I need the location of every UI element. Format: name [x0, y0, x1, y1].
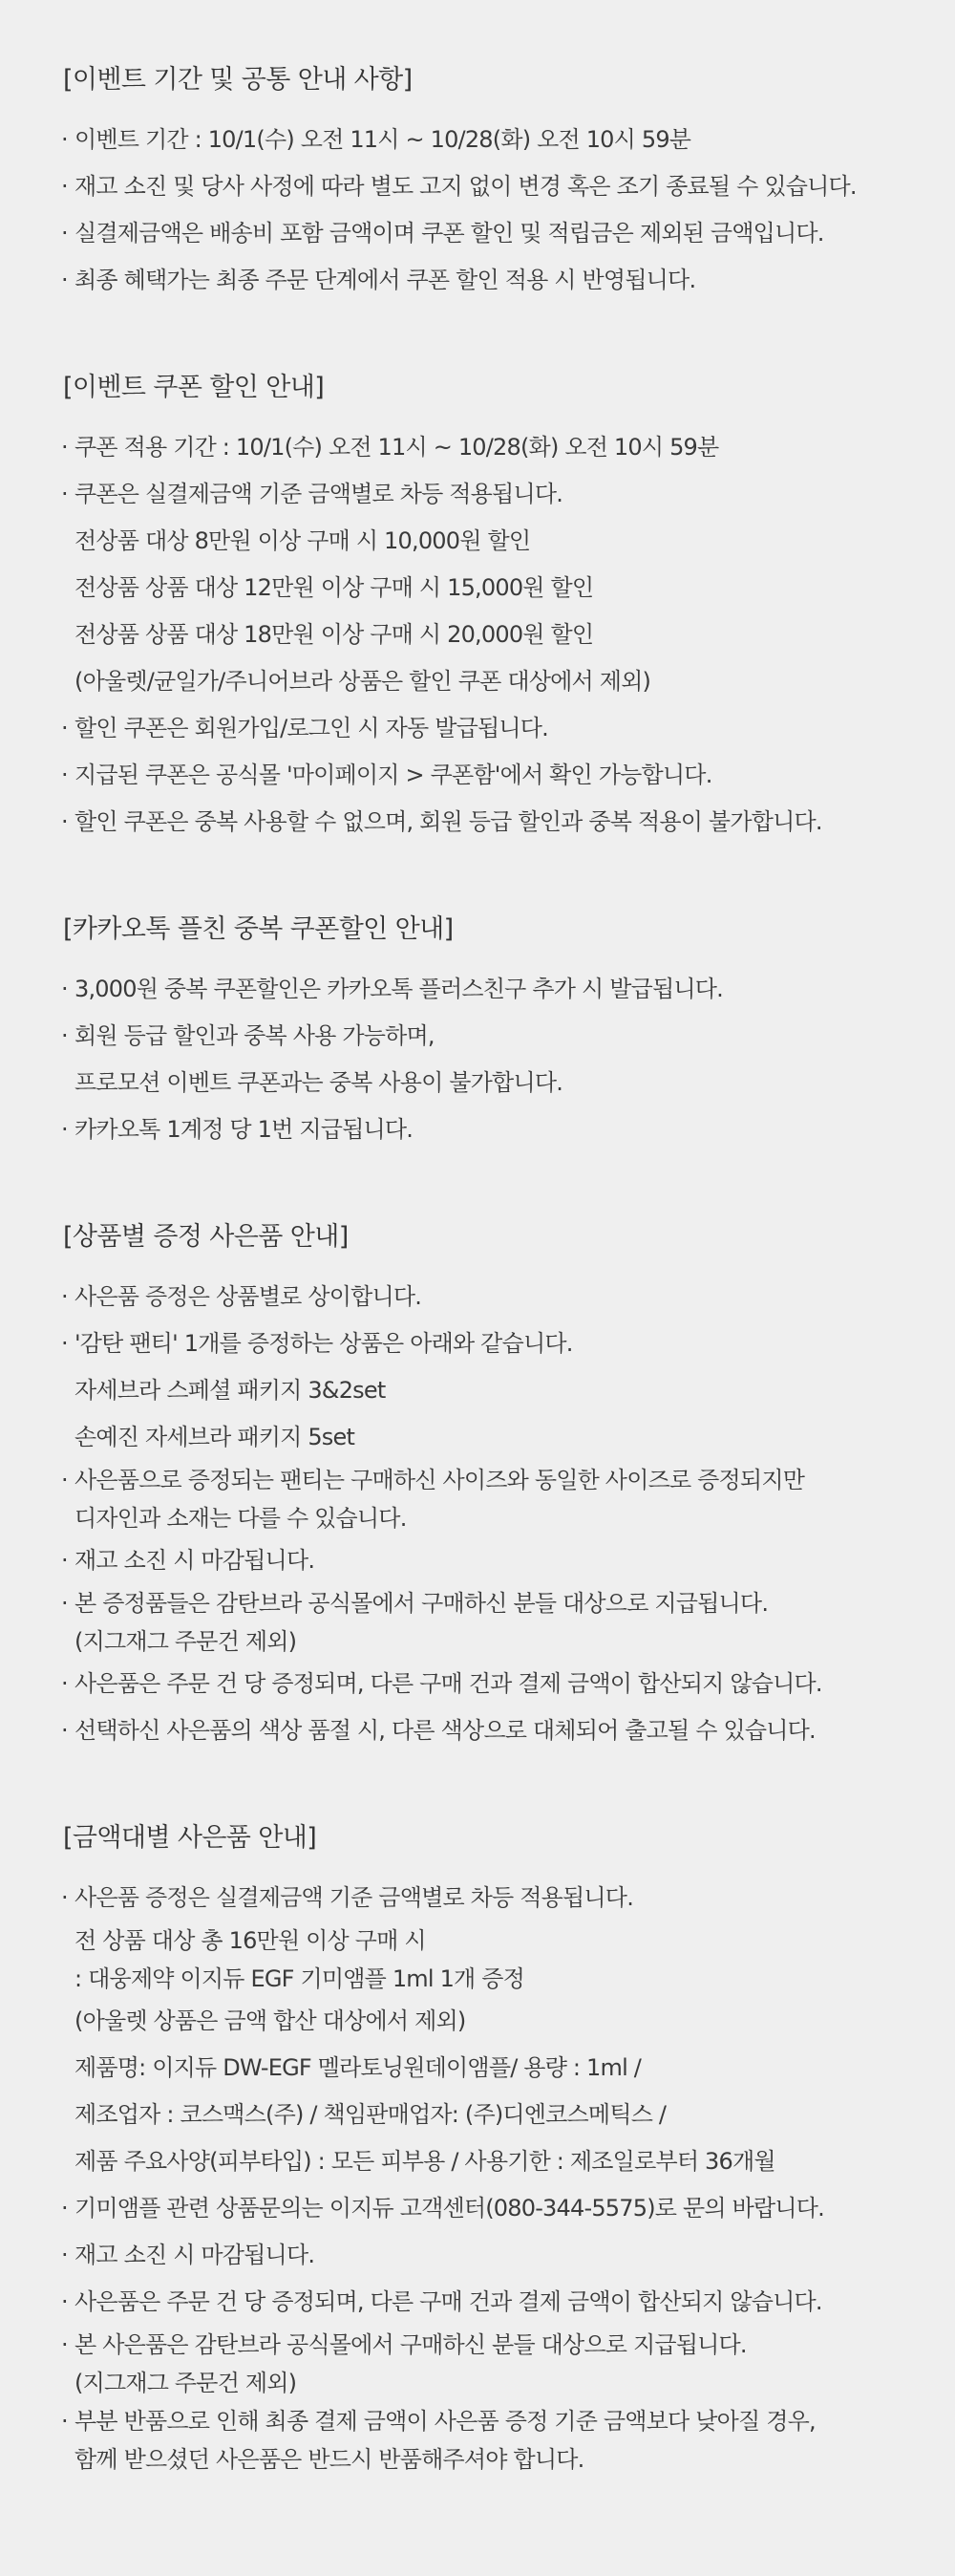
bullet-item: · 선택하신 사은품의 색상 품절 시, 다른 색상으로 대체되어 출고될 수 있습니다. [63, 1707, 955, 1754]
sub-item: 제품 주요사양(피부타입) : 모든 피부용 / 사용기한 : 제조일로부터 36개월 [74, 2148, 775, 2175]
sub-item: 전상품 상품 대상 18만원 이상 구매 시 20,000원 할인 [74, 621, 594, 648]
bullet-item: · 재고 소진 시 마감됩니다. [63, 2232, 955, 2279]
bullet-item: · 실결제금액은 배송비 포함 금액이며 쿠폰 할인 및 적립금은 제외된 금액입니다. [63, 210, 955, 257]
section-title: [이벤트 쿠폰 할인 안내] [63, 373, 325, 402]
sub-item: 손예진 자세브라 패키지 5set [74, 1424, 355, 1450]
sub-item: 전 상품 대상 총 16만원 이상 구매 시 [74, 1927, 426, 1954]
sub-item: (아울렛 상품은 금액 합산 대상에서 제외) [74, 2007, 466, 2034]
sub-item: 프로모션 이벤트 쿠폰과는 중복 사용이 불가합니다. [74, 1069, 563, 1096]
bullet-item: · 본 사은품은 감탄브라 공식몰에서 구매하신 분들 대상으로 지급됩니다. [63, 2326, 955, 2364]
bullet-item: · 사은품으로 증정되는 팬티는 구매하신 사이즈와 동일한 사이즈로 증정되지만 [63, 1461, 955, 1499]
notice-section [63, 1218, 955, 1754]
bullet-item: · 할인 쿠폰은 회원가입/로그인 시 자동 발급됩니다. [63, 705, 955, 752]
bullet-item: · 3,000원 중복 쿠폰할인은 카카오톡 플러스친구 추가 시 발급됩니다. [63, 966, 955, 1013]
sub-item: 전상품 상품 대상 12만원 이상 구매 시 15,000원 할인 [74, 574, 594, 601]
bullet-item: · 쿠폰은 실결제금액 기준 금액별로 차등 적용됩니다. [63, 471, 955, 518]
section-title: [상품별 증정 사은품 안내] [63, 1222, 349, 1252]
section-title: [카카오톡 플친 중복 쿠폰할인 안내] [63, 914, 454, 944]
bullet-item: · 사은품 증정은 상품별로 상이합니다. [63, 1274, 955, 1320]
notice-section [63, 911, 955, 1153]
bullet-item: · 카카오톡 1계정 당 1번 지급됩니다. [63, 1106, 955, 1153]
sub-item: (지그재그 주문건 제외) [74, 2370, 297, 2396]
sub-item: 제품명: 이지듀 DW-EGF 멜라토닝원데이앰플/ 용량 : 1ml / [74, 2054, 642, 2081]
bullet-item: · 할인 쿠폰은 중복 사용할 수 없으며, 회원 등급 할인과 중복 적용이 불가합니다. [63, 799, 955, 846]
notice-section [63, 369, 955, 846]
bullet-item: · 이벤트 기간 : 10/1(수) 오전 11시 ~ 10/28(화) 오전 10시 59분 [63, 117, 955, 163]
bullet-item: · 재고 소진 시 마감됩니다. [63, 1537, 955, 1584]
bullet-item: · 쿠폰 적용 기간 : 10/1(수) 오전 11시 ~ 10/28(화) 오전 10시 59분 [63, 424, 955, 471]
bullet-item: · '감탄 팬티' 1개를 증정하는 상품은 아래와 같습니다. [63, 1320, 955, 1367]
bullet-item: · 재고 소진 및 당사 사정에 따라 별도 고지 없이 변경 혹은 조기 종료될 수 있습니다. [63, 163, 955, 210]
sub-item: : 대웅제약 이지듀 EGF 기미앰플 1ml 1개 증정 [74, 1965, 525, 1992]
bullet-item: · 사은품은 주문 건 당 증정되며, 다른 구매 건과 결제 금액이 합산되지 않습니다. [63, 1661, 955, 1707]
sub-item: 자세브라 스페셜 패키지 3&2set [74, 1377, 386, 1404]
notice-section [63, 61, 955, 304]
notice-section [63, 1819, 955, 2479]
sub-item: 제조업자 : 코스맥스(주) / 책임판매업자: (주)디엔코스메틱스 / [74, 2101, 667, 2128]
bullet-item: · 회원 등급 할인과 중복 사용 가능하며, [63, 1013, 955, 1060]
sub-item: (아울렛/균일가/주니어브라 상품은 할인 쿠폰 대상에서 제외) [74, 668, 651, 695]
bullet-item: · 본 증정품들은 감탄브라 공식몰에서 구매하신 분들 대상으로 지급됩니다. [63, 1584, 955, 1622]
bullet-item: · 사은품 증정은 실결제금액 기준 금액별로 차등 적용됩니다. [63, 1875, 955, 1921]
sub-item: 함께 받으셨던 사은품은 반드시 반품해주셔야 합니다. [74, 2446, 584, 2473]
bullet-item: · 최종 혜택가는 최종 주문 단계에서 쿠폰 할인 적용 시 반영됩니다. [63, 257, 955, 304]
bullet-item: · 부분 반품으로 인해 최종 결제 금액이 사은품 증정 기준 금액보다 낮아질 경우, [63, 2402, 955, 2440]
bullet-item: · 지급된 쿠폰은 공식몰 '마이페이지 > 쿠폰함'에서 확인 가능합니다. [63, 752, 955, 799]
bullet-item: · 사은품은 주문 건 당 증정되며, 다른 구매 건과 결제 금액이 합산되지 않습니다. [63, 2279, 955, 2326]
sub-item: (지그재그 주문건 제외) [74, 1628, 297, 1655]
sub-item: 디자인과 소재는 다를 수 있습니다. [74, 1505, 407, 1532]
section-title: [이벤트 기간 및 공통 안내 사항] [63, 65, 413, 95]
sub-item: 전상품 대상 8만원 이상 구매 시 10,000원 할인 [74, 527, 531, 554]
bullet-item: · 기미앰플 관련 상품문의는 이지듀 고객센터(080-344-5575)로 문의 바랍니다. [63, 2185, 955, 2232]
section-title: [금액대별 사은품 안내] [63, 1823, 317, 1853]
